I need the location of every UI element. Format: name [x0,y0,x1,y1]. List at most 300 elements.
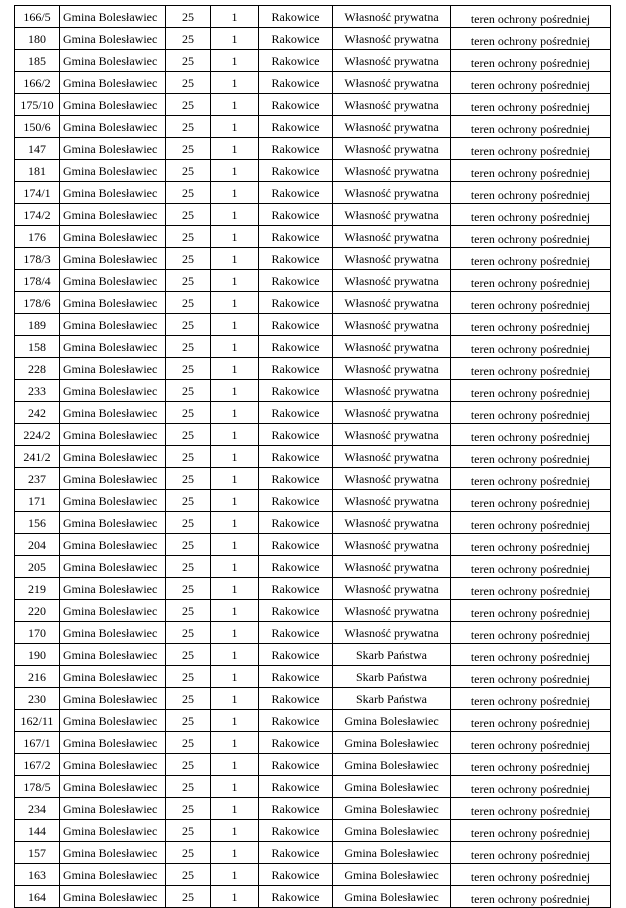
map-sheet-cell: 25 [166,886,211,908]
precinct-name-cell: Rakowice [259,710,333,732]
table-row [15,468,611,490]
table-row [15,72,611,94]
commune-cell: Gmina Bolesławiec [60,710,166,732]
precinct-name-cell: Rakowice [259,886,333,908]
table-row [15,424,611,446]
precinct-name-cell: Rakowice [259,644,333,666]
map-sheet-cell: 25 [166,138,211,160]
precinct-name-cell: Rakowice [259,336,333,358]
ownership-cell: Gmina Bolesławiec [333,886,451,908]
commune-cell: Gmina Bolesławiec [60,534,166,556]
parcel-number-cell: 220 [15,600,60,622]
map-sheet-cell: 25 [166,688,211,710]
precinct-name-cell: Rakowice [259,116,333,138]
parcel-number-cell: 237 [15,468,60,490]
protection-zone-cell: teren ochrony pośredniej [451,644,611,666]
protection-zone-cell: teren ochrony pośredniej [451,292,611,314]
commune-cell: Gmina Bolesławiec [60,380,166,402]
table-row [15,688,611,710]
precinct-number-cell: 1 [211,556,259,578]
precinct-number-cell: 1 [211,138,259,160]
map-sheet-cell: 25 [166,776,211,798]
table-row [15,754,611,776]
table-row [15,94,611,116]
commune-cell: Gmina Bolesławiec [60,292,166,314]
commune-cell: Gmina Bolesławiec [60,776,166,798]
table-row [15,226,611,248]
ownership-cell: Własność prywatna [333,160,451,182]
protection-zone-cell: teren ochrony pośredniej [451,204,611,226]
table-row [15,622,611,644]
protection-zone-cell: teren ochrony pośredniej [451,754,611,776]
parcel-number-cell: 171 [15,490,60,512]
commune-cell: Gmina Bolesławiec [60,446,166,468]
table-row [15,886,611,908]
table-row [15,138,611,160]
commune-cell: Gmina Bolesławiec [60,578,166,600]
map-sheet-cell: 25 [166,94,211,116]
commune-cell: Gmina Bolesławiec [60,204,166,226]
map-sheet-cell: 25 [166,820,211,842]
commune-cell: Gmina Bolesławiec [60,248,166,270]
table-row [15,116,611,138]
table-row [15,336,611,358]
precinct-number-cell: 1 [211,468,259,490]
parcel-number-cell: 178/3 [15,248,60,270]
precinct-number-cell: 1 [211,622,259,644]
protection-zone-cell: teren ochrony pośredniej [451,864,611,886]
precinct-number-cell: 1 [211,776,259,798]
precinct-number-cell: 1 [211,270,259,292]
ownership-cell: Własność prywatna [333,402,451,424]
parcel-number-cell: 170 [15,622,60,644]
precinct-name-cell: Rakowice [259,424,333,446]
commune-cell: Gmina Bolesławiec [60,314,166,336]
precinct-name-cell: Rakowice [259,512,333,534]
precinct-number-cell: 1 [211,72,259,94]
precinct-number-cell: 1 [211,446,259,468]
map-sheet-cell: 25 [166,402,211,424]
commune-cell: Gmina Bolesławiec [60,622,166,644]
map-sheet-cell: 25 [166,72,211,94]
precinct-name-cell: Rakowice [259,138,333,160]
commune-cell: Gmina Bolesławiec [60,402,166,424]
ownership-cell: Własność prywatna [333,578,451,600]
precinct-name-cell: Rakowice [259,468,333,490]
map-sheet-cell: 25 [166,116,211,138]
parcel-number-cell: 189 [15,314,60,336]
precinct-number-cell: 1 [211,688,259,710]
map-sheet-cell: 25 [166,490,211,512]
ownership-cell: Własność prywatna [333,512,451,534]
parcel-number-cell: 144 [15,820,60,842]
precinct-number-cell: 1 [211,732,259,754]
precinct-number-cell: 1 [211,358,259,380]
commune-cell: Gmina Bolesławiec [60,842,166,864]
commune-cell: Gmina Bolesławiec [60,468,166,490]
ownership-cell: Własność prywatna [333,138,451,160]
table-row [15,358,611,380]
ownership-cell: Własność prywatna [333,556,451,578]
commune-cell: Gmina Bolesławiec [60,644,166,666]
commune-cell: Gmina Bolesławiec [60,116,166,138]
protection-zone-cell: teren ochrony pośredniej [451,446,611,468]
protection-zone-cell: teren ochrony pośredniej [451,798,611,820]
map-sheet-cell: 25 [166,798,211,820]
map-sheet-cell: 25 [166,248,211,270]
protection-zone-cell: teren ochrony pośredniej [451,6,611,28]
ownership-cell: Własność prywatna [333,116,451,138]
precinct-number-cell: 1 [211,94,259,116]
precinct-number-cell: 1 [211,160,259,182]
precinct-number-cell: 1 [211,842,259,864]
precinct-number-cell: 1 [211,116,259,138]
table-row [15,314,611,336]
parcel-number-cell: 224/2 [15,424,60,446]
table-row [15,864,611,886]
map-sheet-cell: 25 [166,6,211,28]
ownership-cell: Własność prywatna [333,6,451,28]
ownership-cell: Własność prywatna [333,50,451,72]
map-sheet-cell: 25 [166,666,211,688]
map-sheet-cell: 25 [166,204,211,226]
protection-zone-cell: teren ochrony pośredniej [451,666,611,688]
protection-zone-cell: teren ochrony pośredniej [451,776,611,798]
protection-zone-cell: teren ochrony pośredniej [451,270,611,292]
commune-cell: Gmina Bolesławiec [60,270,166,292]
parcel-number-cell: 162/11 [15,710,60,732]
precinct-number-cell: 1 [211,490,259,512]
commune-cell: Gmina Bolesławiec [60,336,166,358]
protection-zone-cell: teren ochrony pośredniej [451,820,611,842]
precinct-name-cell: Rakowice [259,50,333,72]
precinct-number-cell: 1 [211,710,259,732]
protection-zone-cell: teren ochrony pośredniej [451,556,611,578]
precinct-name-cell: Rakowice [259,600,333,622]
precinct-name-cell: Rakowice [259,820,333,842]
table-row [15,644,611,666]
parcel-number-cell: 241/2 [15,446,60,468]
table-row [15,556,611,578]
parcel-number-cell: 174/2 [15,204,60,226]
parcel-number-cell: 205 [15,556,60,578]
commune-cell: Gmina Bolesławiec [60,688,166,710]
ownership-cell: Własność prywatna [333,314,451,336]
precinct-number-cell: 1 [211,644,259,666]
protection-zone-cell: teren ochrony pośredniej [451,248,611,270]
protection-zone-cell: teren ochrony pośredniej [451,402,611,424]
precinct-name-cell: Rakowice [259,446,333,468]
protection-zone-cell: teren ochrony pośredniej [451,512,611,534]
commune-cell: Gmina Bolesławiec [60,820,166,842]
precinct-number-cell: 1 [211,864,259,886]
parcel-number-cell: 190 [15,644,60,666]
map-sheet-cell: 25 [166,270,211,292]
parcel-number-cell: 164 [15,886,60,908]
commune-cell: Gmina Bolesławiec [60,182,166,204]
map-sheet-cell: 25 [166,182,211,204]
commune-cell: Gmina Bolesławiec [60,886,166,908]
precinct-name-cell: Rakowice [259,226,333,248]
precinct-name-cell: Rakowice [259,776,333,798]
map-sheet-cell: 25 [166,578,211,600]
precinct-number-cell: 1 [211,336,259,358]
table-row [15,534,611,556]
ownership-cell: Skarb Państwa [333,644,451,666]
precinct-number-cell: 1 [211,798,259,820]
precinct-name-cell: Rakowice [259,534,333,556]
protection-zone-cell: teren ochrony pośredniej [451,380,611,402]
precinct-name-cell: Rakowice [259,94,333,116]
precinct-name-cell: Rakowice [259,380,333,402]
table-row [15,732,611,754]
precinct-name-cell: Rakowice [259,798,333,820]
map-sheet-cell: 25 [166,380,211,402]
ownership-cell: Własność prywatna [333,270,451,292]
parcel-number-cell: 163 [15,864,60,886]
commune-cell: Gmina Bolesławiec [60,6,166,28]
map-sheet-cell: 25 [166,314,211,336]
parcel-number-cell: 178/4 [15,270,60,292]
map-sheet-cell: 25 [166,754,211,776]
precinct-number-cell: 1 [211,754,259,776]
map-sheet-cell: 25 [166,512,211,534]
parcel-number-cell: 176 [15,226,60,248]
protection-zone-cell: teren ochrony pośredniej [451,688,611,710]
ownership-cell: Własność prywatna [333,380,451,402]
precinct-number-cell: 1 [211,512,259,534]
precinct-name-cell: Rakowice [259,6,333,28]
precinct-number-cell: 1 [211,886,259,908]
commune-cell: Gmina Bolesławiec [60,864,166,886]
map-sheet-cell: 25 [166,292,211,314]
commune-cell: Gmina Bolesławiec [60,798,166,820]
commune-cell: Gmina Bolesławiec [60,28,166,50]
protection-zone-cell: teren ochrony pośredniej [451,622,611,644]
table-row [15,490,611,512]
commune-cell: Gmina Bolesławiec [60,138,166,160]
precinct-name-cell: Rakowice [259,204,333,226]
parcel-number-cell: 157 [15,842,60,864]
protection-zone-cell: teren ochrony pośredniej [451,94,611,116]
table-row [15,270,611,292]
parcel-number-cell: 228 [15,358,60,380]
precinct-number-cell: 1 [211,248,259,270]
protection-zone-cell: teren ochrony pośredniej [451,710,611,732]
ownership-cell: Własność prywatna [333,424,451,446]
commune-cell: Gmina Bolesławiec [60,72,166,94]
parcel-number-cell: 181 [15,160,60,182]
map-sheet-cell: 25 [166,28,211,50]
parcel-number-cell: 204 [15,534,60,556]
parcel-number-cell: 167/2 [15,754,60,776]
precinct-name-cell: Rakowice [259,578,333,600]
precinct-name-cell: Rakowice [259,622,333,644]
ownership-cell: Skarb Państwa [333,688,451,710]
precinct-number-cell: 1 [211,380,259,402]
precinct-number-cell: 1 [211,6,259,28]
commune-cell: Gmina Bolesławiec [60,358,166,380]
table-row [15,6,611,28]
table-row [15,248,611,270]
protection-zone-cell: teren ochrony pośredniej [451,600,611,622]
precinct-number-cell: 1 [211,666,259,688]
precinct-name-cell: Rakowice [259,842,333,864]
protection-zone-cell: teren ochrony pośredniej [451,468,611,490]
precinct-name-cell: Rakowice [259,270,333,292]
ownership-cell: Własność prywatna [333,468,451,490]
protection-zone-cell: teren ochrony pośredniej [451,182,611,204]
parcel-number-cell: 147 [15,138,60,160]
ownership-cell: Własność prywatna [333,358,451,380]
table-row [15,600,611,622]
precinct-name-cell: Rakowice [259,556,333,578]
precinct-number-cell: 1 [211,226,259,248]
ownership-cell: Własność prywatna [333,248,451,270]
parcel-table [14,5,611,908]
precinct-number-cell: 1 [211,182,259,204]
ownership-cell: Gmina Bolesławiec [333,754,451,776]
protection-zone-cell: teren ochrony pośredniej [451,72,611,94]
map-sheet-cell: 25 [166,226,211,248]
table-row [15,776,611,798]
commune-cell: Gmina Bolesławiec [60,512,166,534]
ownership-cell: Własność prywatna [333,226,451,248]
commune-cell: Gmina Bolesławiec [60,424,166,446]
commune-cell: Gmina Bolesławiec [60,666,166,688]
protection-zone-cell: teren ochrony pośredniej [451,314,611,336]
precinct-name-cell: Rakowice [259,182,333,204]
ownership-cell: Własność prywatna [333,600,451,622]
precinct-number-cell: 1 [211,578,259,600]
ownership-cell: Własność prywatna [333,182,451,204]
parcel-number-cell: 230 [15,688,60,710]
ownership-cell: Gmina Bolesławiec [333,842,451,864]
parcel-number-cell: 178/5 [15,776,60,798]
map-sheet-cell: 25 [166,424,211,446]
parcel-table-body [15,6,611,908]
map-sheet-cell: 25 [166,644,211,666]
ownership-cell: Własność prywatna [333,292,451,314]
table-row [15,50,611,72]
precinct-number-cell: 1 [211,534,259,556]
map-sheet-cell: 25 [166,468,211,490]
commune-cell: Gmina Bolesławiec [60,226,166,248]
precinct-name-cell: Rakowice [259,72,333,94]
protection-zone-cell: teren ochrony pośredniej [451,226,611,248]
parcel-number-cell: 242 [15,402,60,424]
map-sheet-cell: 25 [166,842,211,864]
precinct-name-cell: Rakowice [259,864,333,886]
commune-cell: Gmina Bolesławiec [60,160,166,182]
map-sheet-cell: 25 [166,336,211,358]
precinct-number-cell: 1 [211,28,259,50]
ownership-cell: Własność prywatna [333,446,451,468]
parcel-number-cell: 185 [15,50,60,72]
table-row [15,28,611,50]
parcel-number-cell: 175/10 [15,94,60,116]
commune-cell: Gmina Bolesławiec [60,732,166,754]
commune-cell: Gmina Bolesławiec [60,754,166,776]
parcel-number-cell: 180 [15,28,60,50]
map-sheet-cell: 25 [166,358,211,380]
precinct-name-cell: Rakowice [259,28,333,50]
protection-zone-cell: teren ochrony pośredniej [451,138,611,160]
map-sheet-cell: 25 [166,446,211,468]
protection-zone-cell: teren ochrony pośredniej [451,160,611,182]
protection-zone-cell: teren ochrony pośredniej [451,116,611,138]
precinct-name-cell: Rakowice [259,358,333,380]
commune-cell: Gmina Bolesławiec [60,50,166,72]
parcel-number-cell: 166/2 [15,72,60,94]
commune-cell: Gmina Bolesławiec [60,94,166,116]
ownership-cell: Skarb Państwa [333,666,451,688]
map-sheet-cell: 25 [166,50,211,72]
precinct-name-cell: Rakowice [259,666,333,688]
table-row [15,710,611,732]
protection-zone-cell: teren ochrony pośredniej [451,842,611,864]
protection-zone-cell: teren ochrony pośredniej [451,336,611,358]
table-row [15,292,611,314]
table-row [15,160,611,182]
ownership-cell: Własność prywatna [333,204,451,226]
protection-zone-cell: teren ochrony pośredniej [451,424,611,446]
map-sheet-cell: 25 [166,864,211,886]
table-row [15,446,611,468]
table-row [15,402,611,424]
table-row [15,820,611,842]
parcel-number-cell: 166/5 [15,6,60,28]
map-sheet-cell: 25 [166,622,211,644]
parcel-number-cell: 156 [15,512,60,534]
map-sheet-cell: 25 [166,534,211,556]
precinct-name-cell: Rakowice [259,248,333,270]
ownership-cell: Gmina Bolesławiec [333,864,451,886]
precinct-number-cell: 1 [211,314,259,336]
precinct-number-cell: 1 [211,402,259,424]
precinct-name-cell: Rakowice [259,732,333,754]
parcel-number-cell: 233 [15,380,60,402]
table-row [15,578,611,600]
parcel-number-cell: 174/1 [15,182,60,204]
map-sheet-cell: 25 [166,556,211,578]
precinct-number-cell: 1 [211,50,259,72]
parcel-number-cell: 234 [15,798,60,820]
table-row [15,512,611,534]
parcel-number-cell: 178/6 [15,292,60,314]
ownership-cell: Gmina Bolesławiec [333,820,451,842]
protection-zone-cell: teren ochrony pośredniej [451,886,611,908]
ownership-cell: Własność prywatna [333,490,451,512]
precinct-name-cell: Rakowice [259,688,333,710]
map-sheet-cell: 25 [166,710,211,732]
precinct-number-cell: 1 [211,820,259,842]
precinct-number-cell: 1 [211,424,259,446]
table-row [15,842,611,864]
map-sheet-cell: 25 [166,732,211,754]
table-row [15,798,611,820]
commune-cell: Gmina Bolesławiec [60,600,166,622]
commune-cell: Gmina Bolesławiec [60,490,166,512]
ownership-cell: Własność prywatna [333,622,451,644]
parcel-number-cell: 216 [15,666,60,688]
ownership-cell: Własność prywatna [333,94,451,116]
map-sheet-cell: 25 [166,600,211,622]
commune-cell: Gmina Bolesławiec [60,556,166,578]
table-row [15,204,611,226]
precinct-name-cell: Rakowice [259,314,333,336]
protection-zone-cell: teren ochrony pośredniej [451,490,611,512]
